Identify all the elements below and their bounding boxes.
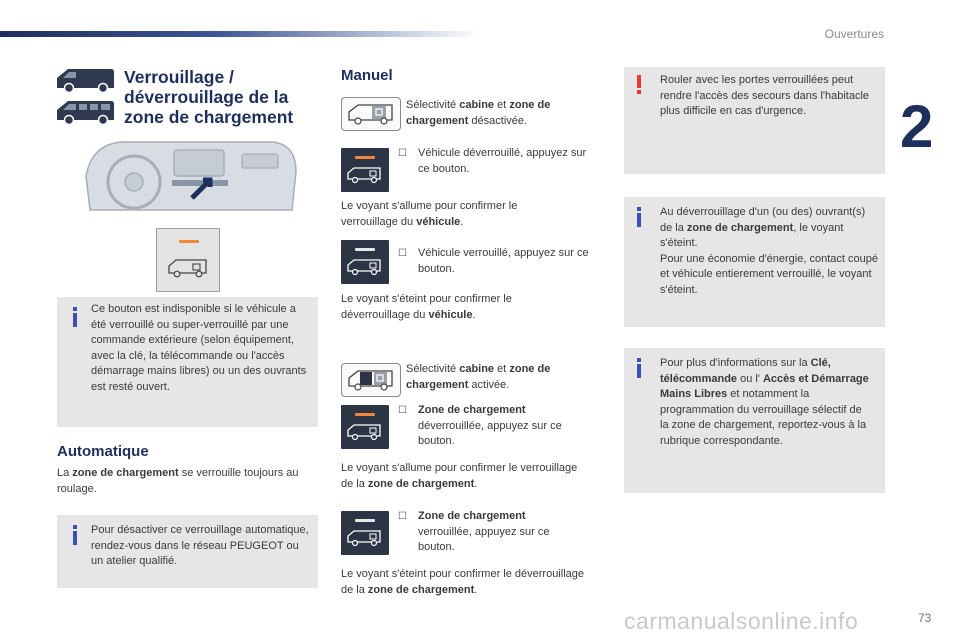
minibus-icon: [54, 98, 118, 126]
info-icon: [73, 525, 77, 529]
chapter-title: Ouvertures: [824, 27, 884, 41]
checkbox-icon: ☐: [398, 148, 407, 159]
header-bar: [0, 31, 480, 37]
warning-icon: [637, 75, 641, 88]
automatic-text: La zone de chargement se verrouille toujours au roulage.: [57, 467, 299, 495]
info-box-automatic: [57, 515, 318, 588]
info-text: Pour plus d'informations sur la Clé, télécommande ou l' Accès et Démarrage Mains Libres et notamment la programmation du verrouillage sélectif de la zone de chargement, reportez-vous à la rubrique correspondante.: [660, 357, 869, 447]
lock-switch-illustration: [156, 228, 220, 292]
checkbox-icon: ☐: [398, 405, 407, 416]
selectivity-on-text: Sélectivité cabine et zone de chargement activée.: [406, 363, 551, 391]
page-title: Verrouillage / déverrouillage de la zone de chargement: [124, 67, 294, 127]
note1-text: Le voyant s'allume pour confirmer le verrouillage du véhicule.: [341, 200, 518, 228]
warning-box: [624, 67, 885, 174]
info-text: Ce bouton est indisponible si le véhicule a été verrouillé ou super-verrouillé par une commande extérieure (selon équipement, avec la clé, la télécommande ou l'accès démarrage mains libres) ou un des ouvrants est resté ouvert.: [91, 303, 307, 393]
lock-button-white: [341, 240, 389, 284]
cargo-lock-button-white: [341, 511, 389, 555]
note4-text: Le voyant s'éteint pour confirmer le déverrouillage de la zone de chargement.: [341, 568, 585, 596]
van-icon: [346, 368, 396, 392]
note3-text: Le voyant s'allume pour confirmer le verrouillage de la zone de chargement.: [341, 462, 578, 490]
info-text: Pour désactiver ce verrouillage automatique, rendez-vous dans le réseau PEUGEOT ou un atelier qualifié.: [91, 524, 309, 567]
selectivity-on-icon: [341, 363, 401, 397]
info-box-indicator: [624, 197, 885, 327]
checkbox-icon: ☐: [398, 248, 407, 259]
chapter-number: 2: [900, 93, 934, 160]
info-icon: [637, 207, 641, 211]
step2-text: Véhicule verrouillé, appuyez sur ce bouton.: [418, 247, 589, 275]
warning-text: Rouler avec les portes verrouillées peut rendre l'accès des secours dans l'habitacle plus difficile en cas d'urgence.: [660, 74, 870, 117]
indicator-led: [179, 240, 199, 243]
step3-text: Zone de chargement déverrouillée, appuyez sur ce bouton.: [418, 404, 562, 447]
selectivity-off-text: Sélectivité cabine et zone de chargement désactivée.: [406, 99, 551, 127]
heading-automatic: Automatique: [57, 443, 149, 460]
dashboard-illustration: [82, 136, 300, 216]
lock-button-orange: [341, 148, 389, 192]
cargo-lock-button-orange: [341, 405, 389, 449]
van-lock-icon: [166, 257, 212, 281]
watermark: carmanualsonline.info: [624, 608, 859, 634]
step1-text: Véhicule déverrouillé, appuyez sur ce bouton.: [418, 147, 587, 175]
checkbox-icon: ☐: [398, 511, 407, 522]
page-number: 73: [918, 611, 932, 625]
van-icon: [54, 66, 118, 94]
note2-text: Le voyant s'éteint pour confirmer le déverrouillage du véhicule.: [341, 293, 512, 321]
info-icon: [73, 307, 77, 311]
info-text: Au déverrouillage d'un (ou des) ouvrant(s) de la zone de chargement, le voyant s'éteint. Pour une économie d'énergie, contact coupé et véhicule entierement verrouillé, le voyant s'éteint.: [660, 206, 878, 296]
van-icon: [346, 102, 396, 126]
step4-text: Zone de chargement verrouillée, appuyez sur ce bouton.: [418, 510, 550, 553]
info-box-availability: [57, 297, 318, 427]
info-box-more: [624, 348, 885, 493]
heading-manual: Manuel: [341, 67, 393, 84]
info-icon: [637, 358, 641, 362]
selectivity-off-icon: [341, 97, 401, 131]
